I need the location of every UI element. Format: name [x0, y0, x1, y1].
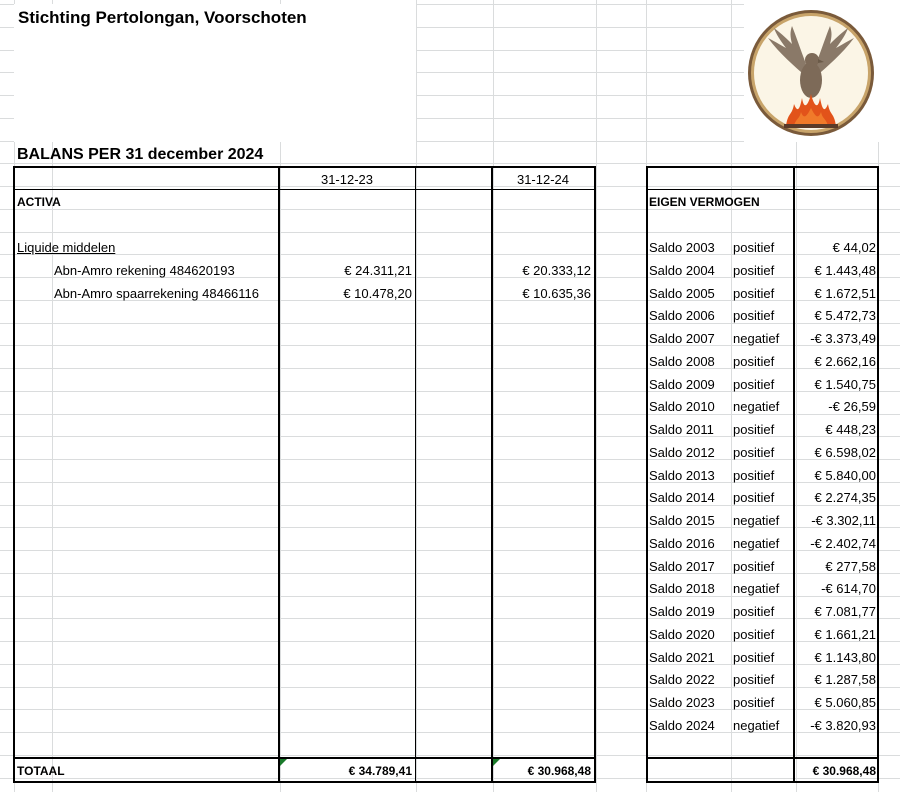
saldo-label: Saldo 2005 [649, 285, 715, 301]
account-value-2023: € 10.478,20 [343, 286, 412, 301]
saldo-amount: -€ 614,70 [821, 581, 876, 597]
saldo-amount: € 1.540,75 [814, 376, 876, 392]
saldo-label: Saldo 2010 [649, 399, 715, 415]
table-border [594, 166, 596, 783]
table-border [877, 166, 879, 783]
balance-heading: BALANS PER 31 december 2024 [17, 146, 264, 163]
saldo-sign: positief [733, 262, 775, 278]
total-label: TOTAAL [17, 764, 65, 778]
equity-total: € 30.968,48 [812, 764, 876, 778]
saldo-amount: € 1.672,51 [814, 285, 876, 301]
saldo-sign: positief [733, 695, 775, 710]
saldo-sign: positief [733, 240, 775, 255]
saldo-label: Saldo 2017 [649, 558, 715, 574]
table-border [646, 189, 879, 190]
table-border [646, 166, 879, 168]
saldo-sign: negatief [733, 581, 780, 597]
saldo-amount: € 2.274,35 [814, 490, 876, 506]
saldo-label: Saldo 2019 [649, 604, 715, 619]
grid-row-line [0, 186, 900, 187]
total-2023: € 34.789,41 [348, 764, 412, 778]
account-label: Abn-Amro spaarrekening 48466116 [54, 286, 260, 301]
saldo-amount: -€ 3.302,11 [811, 513, 876, 528]
saldo-amount: € 5.472,73 [814, 308, 876, 324]
saldo-label: Saldo 2021 [649, 649, 715, 665]
saldo-label: Saldo 2009 [649, 376, 715, 392]
saldo-label: Saldo 2003 [649, 240, 715, 255]
table-border [415, 166, 416, 783]
saldo-sign: positief [733, 308, 775, 324]
saldo-sign: negatief [733, 399, 780, 415]
table-border [646, 757, 879, 759]
saldo-sign: negatief [733, 331, 780, 346]
saldo-amount: € 5.060,85 [814, 695, 876, 710]
saldo-label: Saldo 2023 [649, 695, 715, 710]
grid-row-line [0, 232, 900, 233]
table-border [13, 757, 595, 759]
table-border [13, 166, 15, 783]
document-title: Stichting Pertolongan, Voorschoten [18, 8, 307, 27]
saldo-label: Saldo 2006 [649, 308, 715, 324]
saldo-sign: positief [733, 490, 775, 506]
saldo-sign: negatief [733, 513, 780, 528]
saldo-sign: positief [733, 604, 775, 619]
saldo-sign: positief [733, 285, 775, 301]
saldo-amount: € 277,58 [825, 558, 876, 574]
saldo-sign: positief [733, 353, 775, 369]
saldo-sign: negatief [733, 535, 780, 551]
saldo-sign: positief [733, 467, 775, 483]
saldo-amount: -€ 2.402,74 [810, 535, 876, 551]
saldo-label: Saldo 2012 [649, 444, 715, 460]
activa-heading: ACTIVA [17, 195, 61, 209]
saldo-amount: € 1.143,80 [814, 649, 876, 665]
saldo-amount: € 5.840,00 [814, 467, 876, 483]
account-label: Abn-Amro rekening 484620193 [54, 263, 235, 278]
account-value-2023: € 24.311,21 [344, 263, 412, 278]
saldo-amount: -€ 3.373,49 [810, 331, 876, 346]
saldo-sign: positief [733, 672, 775, 688]
saldo-sign: negatief [733, 717, 780, 733]
column-header-2023: 31-12-23 [320, 172, 374, 187]
saldo-sign: positief [733, 444, 775, 460]
saldo-label: Saldo 2013 [649, 467, 715, 483]
saldo-amount: -€ 3.820,93 [810, 717, 876, 733]
saldo-label: Saldo 2024 [649, 717, 715, 733]
saldo-amount: € 448,23 [825, 422, 876, 437]
saldo-label: Saldo 2004 [649, 262, 715, 278]
saldo-amount: € 6.598,02 [814, 444, 876, 460]
saldo-amount: € 44,02 [832, 240, 876, 255]
saldo-label: Saldo 2022 [649, 672, 715, 688]
grid-row-line [0, 755, 900, 756]
saldo-sign: positief [733, 626, 775, 642]
saldo-amount: € 1.661,21 [814, 626, 876, 642]
saldo-sign: positief [733, 649, 775, 665]
saldo-label: Saldo 2007 [649, 331, 715, 346]
saldo-amount: € 2.662,16 [814, 353, 876, 369]
saldo-label: Saldo 2015 [649, 513, 715, 528]
saldo-label: Saldo 2018 [649, 581, 715, 597]
total-2024: € 30.968,48 [527, 764, 591, 778]
saldo-sign: positief [733, 558, 775, 574]
account-value-2024: € 20.333,12 [522, 263, 591, 278]
saldo-sign: positief [733, 376, 775, 392]
liquide-middelen-heading: Liquide middelen [17, 240, 116, 255]
table-border [646, 166, 648, 783]
saldo-label: Saldo 2020 [649, 626, 715, 642]
saldo-amount: -€ 26,59 [828, 399, 876, 415]
saldo-amount: € 1.443,48 [814, 262, 876, 278]
account-value-2024: € 10.635,36 [522, 286, 591, 301]
saldo-label: Saldo 2014 [649, 490, 715, 506]
saldo-label: Saldo 2008 [649, 353, 715, 369]
saldo-label: Saldo 2011 [649, 422, 714, 437]
column-header-2024: 31-12-24 [516, 172, 570, 187]
eigen-vermogen-heading: EIGEN VERMOGEN [649, 195, 760, 209]
saldo-amount: € 1.287,58 [814, 672, 876, 688]
phoenix-logo-icon [746, 8, 876, 138]
saldo-label: Saldo 2016 [649, 535, 715, 551]
saldo-amount: € 7.081,77 [814, 604, 876, 619]
saldo-sign: positief [733, 422, 775, 437]
